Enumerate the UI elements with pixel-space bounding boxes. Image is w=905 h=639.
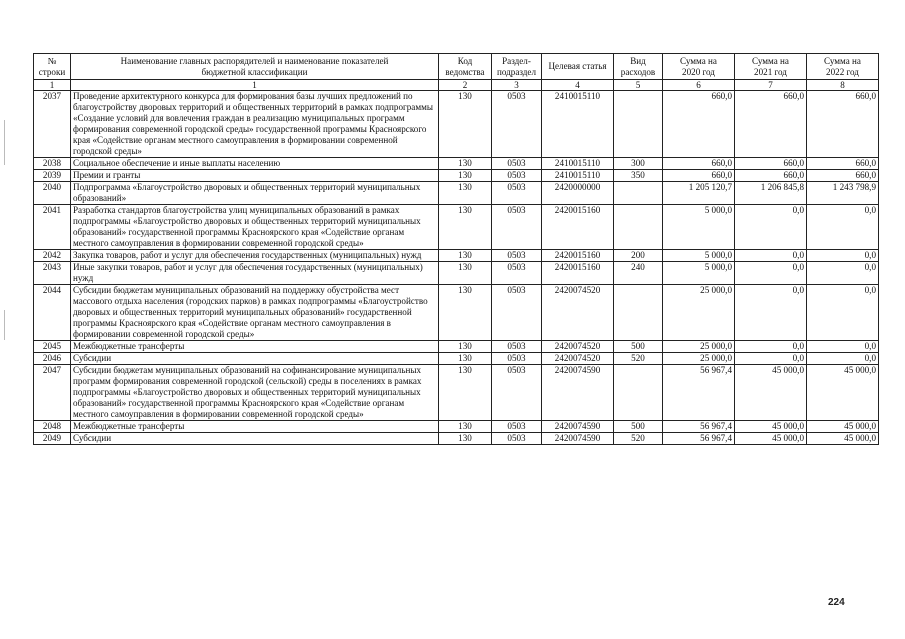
- header-sum-2021: Сумма на 2021 год: [735, 54, 807, 80]
- row-number: 2039: [34, 170, 71, 182]
- row-sum-2020: 1 205 120,7: [663, 182, 735, 205]
- row-sum-2022: 0,0: [807, 341, 879, 353]
- row-dept-code: 130: [439, 341, 492, 353]
- row-expense-type: 500: [614, 341, 663, 353]
- row-expense-type: [614, 91, 663, 158]
- budget-rows: [34, 91, 879, 445]
- row-number: 2044: [34, 285, 71, 341]
- row-number: 2042: [34, 250, 71, 262]
- row-sum-2020: 660,0: [663, 170, 735, 182]
- row-number: 2049: [34, 433, 71, 445]
- row-sum-2020: 25 000,0: [663, 285, 735, 341]
- row-name: Социальное обеспечение и иные выплаты населению: [71, 158, 439, 170]
- row-target: 2410015110: [542, 158, 614, 170]
- table-row: [34, 250, 879, 262]
- row-section: 0503: [492, 341, 542, 353]
- column-number: 7: [735, 80, 807, 91]
- row-number: 2048: [34, 421, 71, 433]
- row-sum-2020: 5 000,0: [663, 250, 735, 262]
- column-number: 8: [807, 80, 879, 91]
- header-section: Раздел- подраздел: [492, 54, 542, 80]
- row-sum-2022: 1 243 798,9: [807, 182, 879, 205]
- row-sum-2020: 5 000,0: [663, 262, 735, 285]
- row-target: 2420074590: [542, 433, 614, 445]
- row-number: 2038: [34, 158, 71, 170]
- row-number: 2041: [34, 205, 71, 250]
- row-expense-type: [614, 205, 663, 250]
- row-sum-2021: 0,0: [735, 262, 807, 285]
- budget-sheet: [33, 53, 879, 445]
- row-sum-2022: 660,0: [807, 91, 879, 158]
- row-name: Субсидии бюджетам муниципальных образований на поддержку обустройства мест массового отдыха населения (городских парков) в рамках подпрограммы «Благоустройство дворовых и общественных территорий муниципальных образований» государственной программы Красноярского края «Содействие органам местного самоуправления в формировании современной городской среды»: [71, 285, 439, 341]
- row-dept-code: 130: [439, 421, 492, 433]
- row-target: 2410015110: [542, 91, 614, 158]
- table-row: [34, 421, 879, 433]
- column-number: 5: [614, 80, 663, 91]
- header-sum-2020: Сумма на 2020 год: [663, 54, 735, 80]
- row-sum-2021: 45 000,0: [735, 433, 807, 445]
- row-sum-2020: 56 967,4: [663, 365, 735, 421]
- row-sum-2022: 0,0: [807, 285, 879, 341]
- table-row: [34, 353, 879, 365]
- row-sum-2022: 0,0: [807, 250, 879, 262]
- row-number: 2040: [34, 182, 71, 205]
- row-name: Разработка стандартов благоустройства улиц муниципальных образований в рамках подпрограммы «Благоустройство дворовых и общественных территорий муниципальных образований» государственной программы Красноярского края «Содействие органам местного самоуправления в формировании современной городской среды»: [71, 205, 439, 250]
- table-row: [34, 158, 879, 170]
- row-expense-type: 500: [614, 421, 663, 433]
- row-expense-type: 300: [614, 158, 663, 170]
- row-section: 0503: [492, 262, 542, 285]
- row-sum-2021: 0,0: [735, 250, 807, 262]
- row-dept-code: 130: [439, 205, 492, 250]
- row-expense-type: [614, 285, 663, 341]
- row-sum-2020: 660,0: [663, 158, 735, 170]
- header-row-number: № строки: [34, 54, 71, 80]
- row-sum-2021: 660,0: [735, 170, 807, 182]
- table-row: [34, 433, 879, 445]
- row-sum-2021: 660,0: [735, 158, 807, 170]
- row-section: 0503: [492, 365, 542, 421]
- row-target: 2410015110: [542, 170, 614, 182]
- row-name: Субсидии: [71, 353, 439, 365]
- row-sum-2021: 0,0: [735, 285, 807, 341]
- row-expense-type: 520: [614, 353, 663, 365]
- row-number: 2046: [34, 353, 71, 365]
- row-sum-2021: 45 000,0: [735, 365, 807, 421]
- row-sum-2022: 45 000,0: [807, 365, 879, 421]
- row-dept-code: 130: [439, 158, 492, 170]
- table-row: [34, 285, 879, 341]
- row-dept-code: 130: [439, 285, 492, 341]
- row-expense-type: [614, 182, 663, 205]
- row-name: Проведение архитектурного конкурса для формирования базы лучших предложений по благоустройству дворовых территорий и общественных территорий в рамках подпрограммы «Создание условий для вовлечения граждан в реализацию муниципальных программ формирования современной городской среды» государственной программы Красноярского края «Содействие органам местного самоуправления в формировании современной городской среды»: [71, 91, 439, 158]
- row-name: Межбюджетные трансферты: [71, 421, 439, 433]
- column-number: 1: [34, 80, 71, 91]
- row-sum-2021: 0,0: [735, 205, 807, 250]
- row-sum-2021: 1 206 845,8: [735, 182, 807, 205]
- row-sum-2022: 45 000,0: [807, 421, 879, 433]
- row-sum-2021: 0,0: [735, 341, 807, 353]
- row-number: 2037: [34, 91, 71, 158]
- column-number: 2: [439, 80, 492, 91]
- column-number: 4: [542, 80, 614, 91]
- budget-table: [33, 53, 879, 445]
- scan-edge-mark: [4, 120, 5, 165]
- row-sum-2022: 660,0: [807, 158, 879, 170]
- row-number: 2047: [34, 365, 71, 421]
- row-sum-2022: 45 000,0: [807, 433, 879, 445]
- row-dept-code: 130: [439, 170, 492, 182]
- row-sum-2022: 660,0: [807, 170, 879, 182]
- row-name: Иные закупки товаров, работ и услуг для обеспечения государственных (муниципальных) нужд: [71, 262, 439, 285]
- row-dept-code: 130: [439, 262, 492, 285]
- table-row: [34, 170, 879, 182]
- table-row: [34, 91, 879, 158]
- page-number: 224: [828, 597, 845, 608]
- row-section: 0503: [492, 158, 542, 170]
- row-sum-2020: 56 967,4: [663, 433, 735, 445]
- row-name: Закупка товаров, работ и услуг для обеспечения государственных (муниципальных) нужд: [71, 250, 439, 262]
- row-expense-type: 200: [614, 250, 663, 262]
- row-target: 2420074520: [542, 353, 614, 365]
- row-section: 0503: [492, 182, 542, 205]
- row-target: 2420074520: [542, 285, 614, 341]
- row-target: 2420074520: [542, 341, 614, 353]
- row-dept-code: 130: [439, 365, 492, 421]
- table-row: [34, 262, 879, 285]
- row-name: Субсидии бюджетам муниципальных образований на софинансирование муниципальных программ формирования современной городской (сельской) среды в поселениях в рамках подпрограммы «Благоустройство дворовых и общественных территорий муниципальных образований» государственной программы Красноярского края «Содействие органам местного самоуправления в формировании современной городской среды»: [71, 365, 439, 421]
- row-sum-2021: 0,0: [735, 353, 807, 365]
- row-sum-2020: 5 000,0: [663, 205, 735, 250]
- row-sum-2021: 660,0: [735, 91, 807, 158]
- row-sum-2020: 56 967,4: [663, 421, 735, 433]
- header-expense-type: Вид расходов: [614, 54, 663, 80]
- row-name: Межбюджетные трансферты: [71, 341, 439, 353]
- row-section: 0503: [492, 170, 542, 182]
- row-name: Субсидии: [71, 433, 439, 445]
- row-sum-2020: 25 000,0: [663, 353, 735, 365]
- row-sum-2022: 0,0: [807, 205, 879, 250]
- row-section: 0503: [492, 285, 542, 341]
- row-section: 0503: [492, 421, 542, 433]
- row-sum-2020: 660,0: [663, 91, 735, 158]
- table-row: [34, 205, 879, 250]
- row-number: 2045: [34, 341, 71, 353]
- row-section: 0503: [492, 353, 542, 365]
- row-sum-2022: 0,0: [807, 353, 879, 365]
- row-section: 0503: [492, 205, 542, 250]
- row-target: 2420000000: [542, 182, 614, 205]
- row-target: 2420015160: [542, 205, 614, 250]
- row-sum-2022: 0,0: [807, 262, 879, 285]
- row-target: 2420015160: [542, 250, 614, 262]
- row-dept-code: 130: [439, 182, 492, 205]
- row-sum-2020: 25 000,0: [663, 341, 735, 353]
- row-section: 0503: [492, 250, 542, 262]
- row-number: 2043: [34, 262, 71, 285]
- row-expense-type: 350: [614, 170, 663, 182]
- column-number: 3: [492, 80, 542, 91]
- row-target: 2420074590: [542, 365, 614, 421]
- row-name: Подпрограмма «Благоустройство дворовых и общественных территорий муниципальных образований»: [71, 182, 439, 205]
- table-row: [34, 182, 879, 205]
- table-row: [34, 341, 879, 353]
- header-sum-2022: Сумма на 2022 год: [807, 54, 879, 80]
- row-section: 0503: [492, 91, 542, 158]
- header-row: [34, 54, 879, 80]
- column-number: 1: [71, 80, 439, 91]
- header-name: Наименование главных распорядителей и наименование показателей бюджетной классификации: [71, 54, 439, 80]
- row-dept-code: 130: [439, 250, 492, 262]
- header-target: Целевая статья: [542, 54, 614, 80]
- row-sum-2021: 45 000,0: [735, 421, 807, 433]
- row-section: 0503: [492, 433, 542, 445]
- row-dept-code: 130: [439, 353, 492, 365]
- row-name: Премии и гранты: [71, 170, 439, 182]
- scan-edge-mark: [4, 310, 5, 340]
- row-target: 2420074590: [542, 421, 614, 433]
- column-number: 6: [663, 80, 735, 91]
- row-expense-type: 520: [614, 433, 663, 445]
- row-dept-code: 130: [439, 91, 492, 158]
- row-expense-type: 240: [614, 262, 663, 285]
- column-number-row: [34, 80, 879, 91]
- row-target: 2420015160: [542, 262, 614, 285]
- table-row: [34, 365, 879, 421]
- row-dept-code: 130: [439, 433, 492, 445]
- row-expense-type: [614, 365, 663, 421]
- header-dept-code: Код ведомства: [439, 54, 492, 80]
